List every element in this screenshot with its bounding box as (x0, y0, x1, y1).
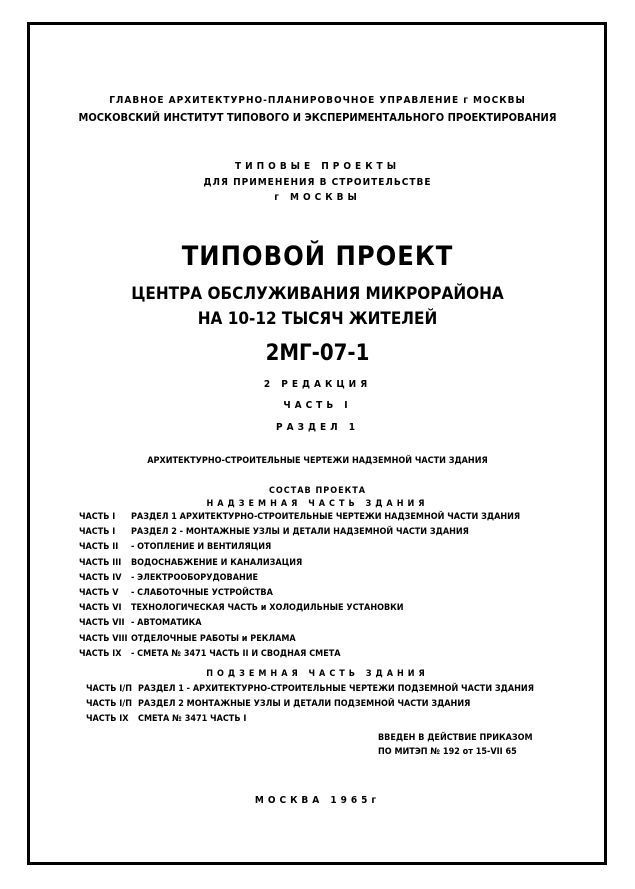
part-label: ЧАСТЬ VII (79, 618, 125, 629)
composition-item (86, 685, 534, 694)
part-label: ЧАСТЬ I (79, 527, 116, 538)
below-ground-heading: ПОДЗЕМНАЯ ЧАСТЬ ЗДАНИЯ (206, 669, 429, 679)
enacted-line-1: ВВЕДЕН В ДЕЙСТВИЕ ПРИКАЗОМ (378, 733, 533, 743)
composition-item (79, 513, 520, 522)
part-label: ЧАСТЬ IX (79, 648, 122, 659)
edition: 2 РЕДАКЦИЯ (263, 379, 372, 390)
part-description: СМЕТА № 3471 ЧАСТЬ I (138, 714, 247, 724)
part-label: ЧАСТЬ IV (79, 572, 122, 583)
part-label: ЧАСТЬ I/П (86, 684, 133, 694)
composition-item (79, 650, 341, 659)
part-label: ЧАСТЬ III (79, 557, 122, 568)
series-line-2: ДЛЯ ПРИМЕНЕНИЯ В СТРОИТЕЛЬСТВЕ (203, 177, 432, 188)
composition-item (79, 543, 271, 552)
part-description: ТЕХНОЛОГИЧЕСКАЯ ЧАСТЬ и ХОЛОДИЛЬНЫЕ УСТАНОВКИ (131, 603, 404, 614)
composition-heading: СОСТАВ ПРОЕКТА (268, 486, 367, 496)
part-description: - АВТОМАТИКА (131, 618, 202, 629)
part-label: ЧАСТЬ I (79, 512, 116, 522)
page-title: ТИПОВОЙ ПРОЕКТ (181, 241, 454, 272)
part-description: - ЭЛЕКТРООБОРУДОВАНИЕ (131, 572, 259, 583)
part-description: ВОДОСНАБЖЕНИЕ И КАНАЛИЗАЦИЯ (131, 557, 303, 568)
part-description: ОТДЕЛОЧНЫЕ РАБОТЫ и РЕКЛАМА (131, 633, 296, 644)
part-label: ЧАСТЬ VI (79, 603, 122, 614)
composition-item (86, 715, 246, 724)
part-label: ЧАСТЬ V (79, 588, 119, 598)
composition-item (86, 700, 470, 709)
composition-item (79, 619, 202, 628)
composition-item (79, 589, 273, 598)
composition-item (79, 559, 302, 568)
part: ЧАСТЬ I (283, 400, 352, 411)
part-label: ЧАСТЬ VIII (79, 633, 128, 644)
above-ground-heading: НАДЗЕМНАЯ ЧАСТЬ ЗДАНИЯ (206, 499, 429, 509)
part-description: - СМЕТА № 3471 ЧАСТЬ II И СВОДНАЯ СМЕТА (131, 648, 341, 659)
composition-item (79, 528, 469, 537)
part-description: РАЗДЕЛ 2 - МОНТАЖНЫЕ УЗЛЫ И ДЕТАЛИ НАДЗЕМНОЙ ЧАСТИ ЗДАНИЯ (131, 527, 469, 538)
composition-item (79, 635, 296, 644)
part-description: РАЗДЕЛ 1 - АРХИТЕКТУРНО-СТРОИТЕЛЬНЫЕ ЧЕРТЕЖИ ПОДЗЕМНОЙ ЧАСТИ ЗДАНИЯ (138, 684, 534, 694)
part-label: ЧАСТЬ I/П (86, 699, 133, 709)
subtitle-line-1: ЦЕНТРА ОБСЛУЖИВАНИЯ МИКРОРАЙОНА (131, 284, 504, 304)
part-description: - ОТОПЛЕНИЕ И ВЕНТИЛЯЦИЯ (131, 542, 272, 553)
enacted-line-2: ПО МИТЭП № 192 от 15-VII 65 (378, 747, 517, 757)
series-line-1: ТИПОВЫЕ ПРОЕКТЫ (234, 161, 401, 172)
series-line-3: г МОСКВЫ (274, 192, 361, 203)
part-label: ЧАСТЬ IX (86, 714, 129, 724)
part-description: РАЗДЕЛ 1 АРХИТЕКТУРНО-СТРОИТЕЛЬНЫЕ ЧЕРТЕЖИ НАДЗЕМНОЙ ЧАСТИ ЗДАНИЯ (131, 512, 521, 522)
composition-item (79, 574, 258, 583)
part-description: РАЗДЕЛ 2 МОНТАЖНЫЕ УЗЛЫ И ДЕТАЛИ ПОДЗЕМНОЙ ЧАСТИ ЗДАНИЯ (138, 699, 471, 709)
section: РАЗДЕЛ 1 (276, 422, 359, 433)
footer-place-year: МОСКВА 1965г (254, 795, 381, 806)
org-line-1: ГЛАВНОЕ АРХИТЕКТУРНО-ПЛАНИРОВОЧНОЕ УПРАВЛЕНИЕ г МОСКВЫ (109, 95, 526, 106)
part-label: ЧАСТЬ II (79, 542, 119, 553)
org-line-2: МОСКОВСКИЙ ИНСТИТУТ ТИПОВОГО И ЭКСПЕРИМЕНТАЛЬНОГО ПРОЕКТИРОВАНИЯ (78, 111, 557, 124)
part-description: - СЛАБОТОЧНЫЕ УСТРОЙСТВА (131, 588, 273, 598)
section-title: АРХИТЕКТУРНО-СТРОИТЕЛЬНЫЕ ЧЕРТЕЖИ НАДЗЕМНОЙ ЧАСТИ ЗДАНИЯ (147, 456, 488, 466)
subtitle-line-2: НА 10-12 ТЫСЯЧ ЖИТЕЛЕЙ (197, 309, 438, 329)
composition-item (79, 604, 404, 613)
project-code: 2МГ-07-1 (265, 341, 370, 366)
